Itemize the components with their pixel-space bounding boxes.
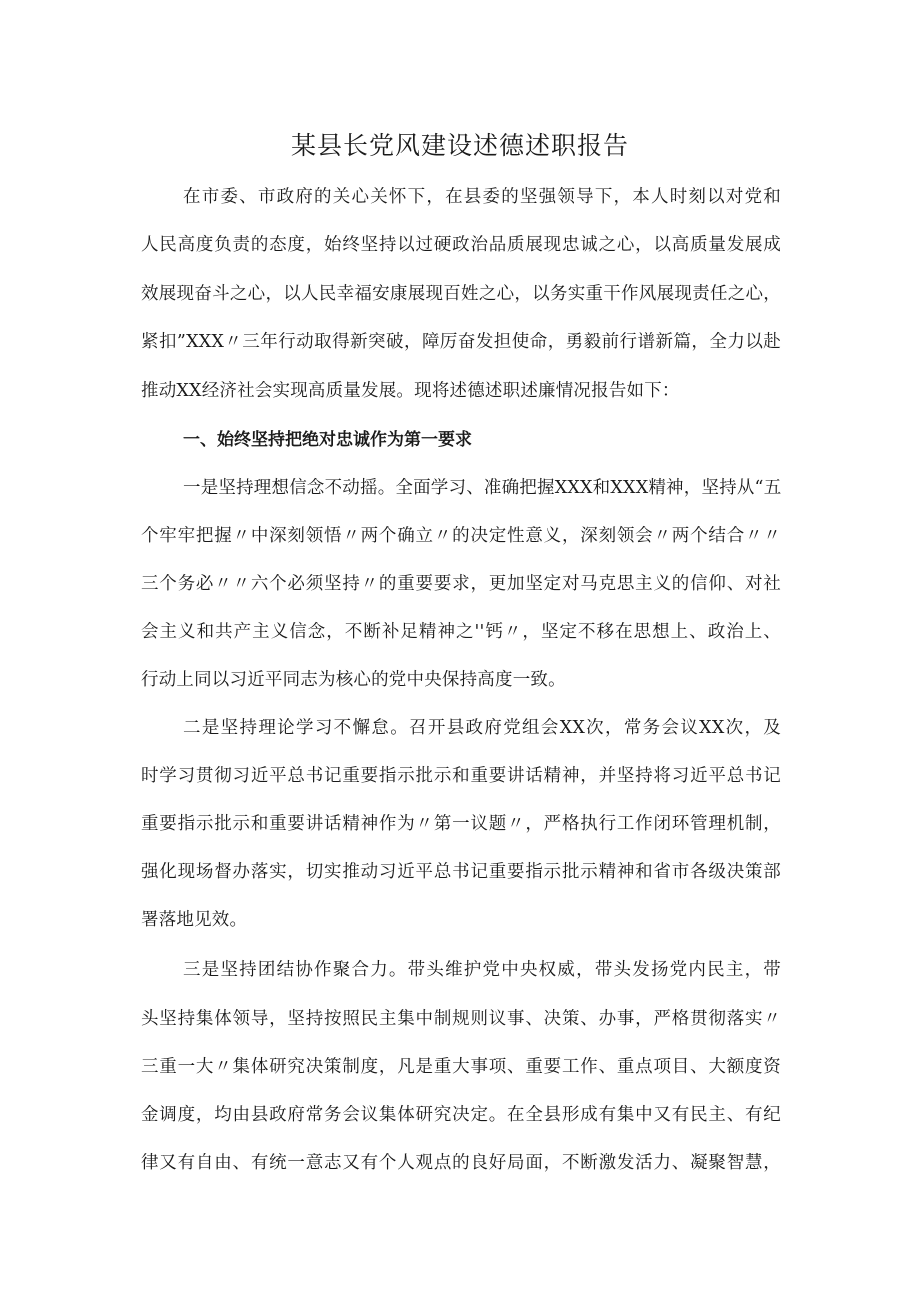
para3-line-4: 金调度，均由县政府常务会议集体研究决定。在全县形成有集中又有民主、有纪 bbox=[141, 1105, 781, 1125]
intro-line-3: 效展现奋斗之心，以人民幸福安康展现百姓之心，以务实重干作风展现责任之心， bbox=[141, 284, 781, 304]
para3-line-2: 头坚持集体领导，坚持按照民主集中制规则议事、决策、办事，严格贯彻落实〃 bbox=[141, 1009, 781, 1029]
para2-line-3: 重要指示批示和重要讲话精神作为〃第一议题〃，严格执行工作闭环管理机制， bbox=[141, 814, 781, 834]
intro-line-2: 人民高度负责的态度，始终坚持以过硬政治品质展现忠诚之心，以高质量发展成 bbox=[141, 235, 781, 255]
para1-line-2: 个牢牢把握〃中深刻领悟〃两个确立〃的决定性意义，深刻领会〃两个结合〃〃 bbox=[141, 526, 781, 546]
para2-line-2: 时学习贯彻习近平总书记重要指示批示和重要讲话精神，并坚持将习近平总书记 bbox=[141, 766, 781, 786]
para1-line-5: 行动上同以习近平同志为核心的党中央保持高度一致。 bbox=[141, 670, 566, 690]
intro-line-5: 推动XX经济社会实现高质量发展。现将述德述职述廉情况报告如下： bbox=[141, 381, 680, 401]
para2-line-1: 二是坚持理论学习不懈怠。召开县政府党组会XX次，常务会议XX次，及 bbox=[183, 718, 781, 738]
para1-line-1: 一是坚持理想信念不动摇。全面学习、准确把握XXX和XXX精神，坚持从“五 bbox=[183, 478, 782, 498]
para1-line-3: 三个务必〃〃六个必须坚持〃的重要要求，更加坚定对马克思主义的信仰、对社 bbox=[141, 574, 781, 594]
para2-line-4: 强化现场督办落实，切实推动习近平总书记重要指示批示精神和省市各级决策部 bbox=[141, 862, 781, 882]
section-heading-1: 一、始终坚持把绝对忠诚作为第一要求 bbox=[183, 430, 472, 450]
para3-line-3: 三重一大〃集体研究决策制度，凡是重大事项、重要工作、重点项目、大额度资 bbox=[141, 1057, 781, 1077]
intro-line-4: 紧扣”XXX〃三年行动取得新突破，障厉奋发担使命，勇毅前行谱新篇，全力以赴 bbox=[141, 332, 781, 352]
intro-line-1: 在市委、市政府的关心关怀下，在县委的坚强领导下，本人时刻以对党和 bbox=[183, 187, 781, 207]
para2-line-5: 署落地见效。 bbox=[141, 910, 248, 930]
para1-line-4: 会主义和共产主义信念，不断补足精神之''钙〃，坚定不移在思想上、政治上、 bbox=[141, 622, 781, 642]
para3-line-5: 律又有自由、有统一意志又有个人观点的良好局面，不断激发活力、凝聚智慧， bbox=[141, 1153, 781, 1173]
document-title: 某县长党风建设述德述职报告 bbox=[290, 131, 629, 160]
para3-line-1: 三是坚持团结协作聚合力。带头维护党中央权威，带头发扬党内民主，带 bbox=[183, 960, 781, 980]
